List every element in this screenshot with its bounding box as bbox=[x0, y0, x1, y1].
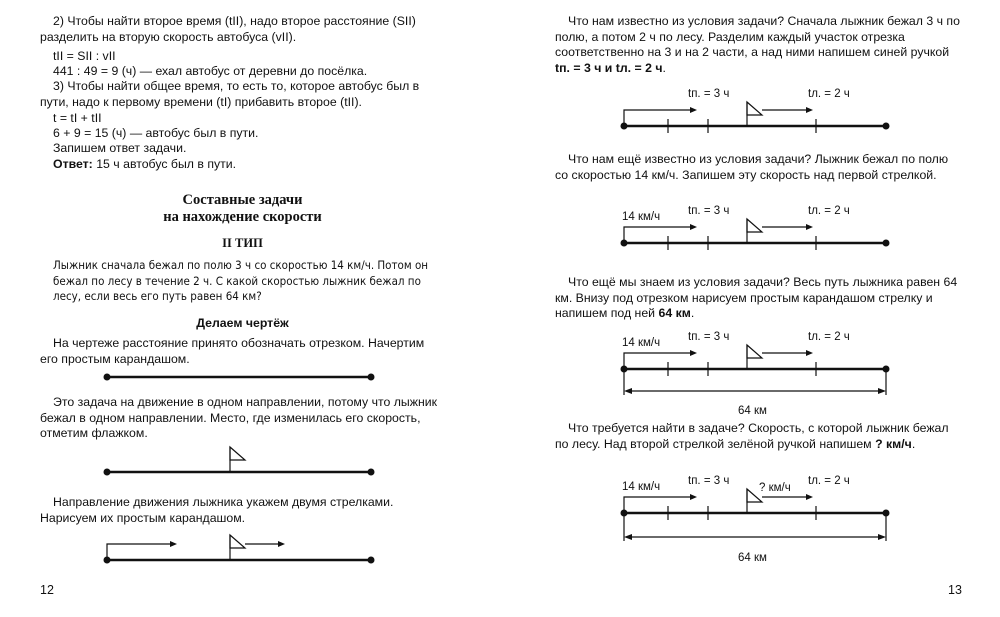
calc-2: 6 + 9 = 15 (ч) — автобус был в пути. bbox=[53, 126, 259, 140]
label-t-field: tп. = 3 ч bbox=[688, 88, 730, 100]
diagram-distance bbox=[610, 327, 900, 419]
answer-text: 15 ч автобус был в пути. bbox=[92, 157, 237, 171]
paragraph-q2: Что нам ещё известно из условия задачи? Лыжник бежал по полю со скоростью 14 км/ч. Запишем эту скорость над первой стрелкой. bbox=[555, 152, 949, 182]
step2-text: 2) Чтобы найти второе время (tII), надо второе расстояние (SII) разделить на вторую скорость автобуса (vII). bbox=[40, 14, 416, 44]
label-t-forest: tл. = 2 ч bbox=[808, 331, 850, 343]
label-speed: 14 км/ч bbox=[622, 211, 661, 223]
label-distance: 64 км bbox=[738, 405, 767, 417]
label-t-forest: tл. = 2 ч bbox=[808, 88, 850, 100]
page-number-right: 13 bbox=[948, 583, 962, 597]
step3-text: 3) Чтобы найти общее время, то есть то, которое автобус был в пути, надо к первому времени (tI) прибавить второе (tII). bbox=[40, 79, 420, 109]
problem-text: Лыжник сначала бежал по полю 3 ч со скоростью 14 км/ч. Потом он бежал по лесу в течение 2 ч. С какой скоростью лыжник бежал по лесу, если весь его путь равен 64 км? bbox=[53, 258, 429, 303]
paragraph-q4: Что требуется найти в задаче? Скорость, с которой лыжник бежал по лесу. Над второй стрелкой зелёной ручкой напишем ? км/ч. bbox=[555, 421, 949, 451]
diagram-arrows bbox=[95, 530, 385, 570]
drawing-heading: Делаем чертёж bbox=[196, 316, 289, 330]
paragraph-q1: Что нам известно из условия задачи? Сначала лыжник бежал 3 ч по полю, а потом 2 ч по лесу. Разделим каждый участок отрезка соответственно на 3 и на 2 части, а над ними напишем синей ручкой tп. = 3 ч и tл. = 2 ч. bbox=[555, 14, 960, 75]
q3-bold: 64 км bbox=[658, 306, 691, 320]
label-unknown-speed: ? км/ч bbox=[759, 482, 791, 494]
formula-total: t = tI + tII bbox=[53, 111, 102, 125]
q1-bold: tп. = 3 ч и tл. = 2 ч bbox=[555, 60, 663, 75]
label-t-field: tп. = 3 ч bbox=[688, 475, 730, 487]
paragraph-q3: Что ещё мы знаем из условия задачи? Весь путь лыжника равен 64 км. Внизу под отрезком нарисуем простым карандашом стрелку и напишем под ней 64 км. bbox=[555, 275, 958, 320]
q4-bold: ? км/ч bbox=[875, 436, 912, 451]
section-heading-1: Составные задачи bbox=[182, 192, 303, 208]
label-speed: 14 км/ч bbox=[622, 481, 661, 493]
label-t-field: tп. = 3 ч bbox=[688, 205, 730, 217]
paragraph-arrows: Направление движения лыжника укажем двумя стрелками. Нарисуем их простым карандашом. bbox=[40, 495, 394, 525]
formula-t2: tII = SII : vII bbox=[53, 49, 116, 63]
label-t-field: tп. = 3 ч bbox=[688, 331, 730, 343]
paragraph-flag: Это задача на движение в одном направлении, потому что лыжник бежал в одном направлении. Место, где изменилась его скорость, отметим флажком. bbox=[40, 395, 438, 440]
diagram-flag bbox=[95, 442, 385, 482]
page-number-left: 12 bbox=[40, 583, 54, 597]
calc-1: 441 : 49 = 9 (ч) — ехал автобус от деревни до посёлка. bbox=[53, 64, 368, 78]
diagram-time bbox=[610, 84, 900, 136]
diagram-segment bbox=[95, 367, 385, 387]
diagram-unknown bbox=[610, 471, 900, 565]
label-t-forest: tл. = 2 ч bbox=[808, 205, 850, 217]
label-distance: 64 км bbox=[738, 552, 767, 564]
answer-line bbox=[53, 157, 236, 171]
type-heading: II ТИП bbox=[222, 236, 263, 250]
label-speed: 14 км/ч bbox=[622, 337, 661, 349]
section-heading-2: на нахождение скорости bbox=[163, 209, 322, 225]
paragraph-segment: На чертеже расстояние принято обозначать отрезком. Начертим его простым карандашом. bbox=[40, 336, 425, 366]
answer-label: Ответ: bbox=[53, 157, 93, 171]
label-t-forest: tл. = 2 ч bbox=[808, 475, 850, 487]
diagram-speed bbox=[610, 201, 900, 253]
write-answer: Запишем ответ задачи. bbox=[53, 141, 187, 155]
